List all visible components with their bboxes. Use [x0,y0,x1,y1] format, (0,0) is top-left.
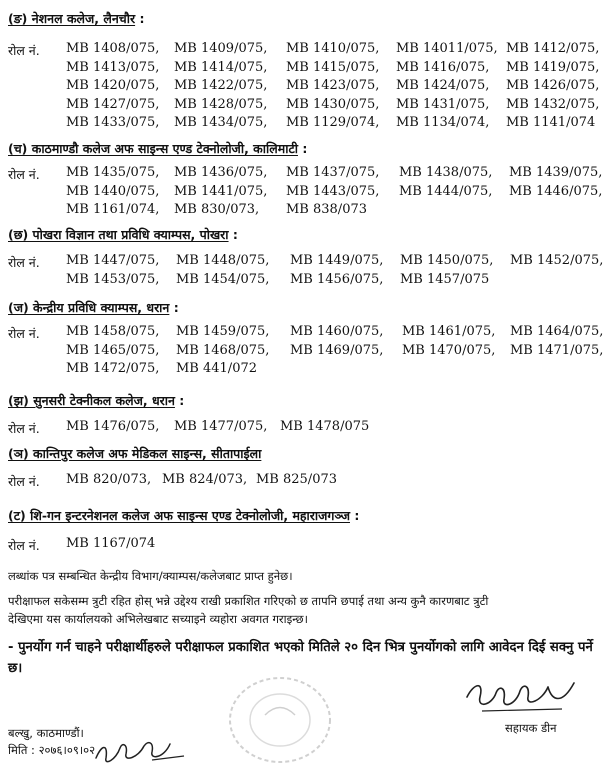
roll-row [66,471,611,490]
roll-number: MB 1464/075, [510,324,604,339]
roll-number: MB 1472/075, [66,361,160,376]
roll-number: MB 1433/075, [66,115,160,130]
roll-row [66,183,611,202]
section-title: (ञ) कान्तिपुर कलेज अफ मेडिकल साइन्स, सीतापाईला [8,446,262,461]
roll-row [66,535,611,554]
roll-number: MB 1167/074 [66,536,156,551]
roll-row [66,252,611,271]
roll-row [66,77,611,96]
roll-number: MB 1469/075, [290,342,384,358]
roll-row [66,96,611,115]
roll-number: MB 1423/075, [286,78,380,93]
roll-number: MB 14011/075, [396,41,498,56]
roll-number: MB 824/073, [162,472,248,487]
roll-number: MB 441/072 [176,361,258,376]
roll-number: MB 1452/075, [510,253,604,268]
roll-number: MB 1461/075, [402,324,496,339]
roll-number: MB 1437/075, [286,165,380,180]
roll-number: MB 1432/075, [506,96,600,112]
office-place: बल्खु, काठमाण्डौं। [8,726,84,740]
roll-number: MB 1415/075, [286,59,380,75]
roll-number: MB 1408/075, [66,41,160,56]
roll-number: MB 1129/074, [286,115,380,130]
roll-number: MB 1444/075, [399,183,493,199]
roll-number: MB 1468/075, [176,342,270,358]
roll-number: MB 838/073 [286,202,368,217]
roll-number: MB 1447/075, [66,253,160,268]
roll-list [66,535,611,554]
dean-signature-icon [462,675,582,720]
roll-number: MB 1134/074, [396,115,490,130]
roll-number: MB 1416/075, [396,59,490,75]
roll-number: MB 1453/075, [66,271,160,287]
roll-number: MB 1428/075, [174,96,268,112]
roll-number: MB 1446/075, [509,183,603,199]
roll-list [66,418,611,437]
roll-list [66,471,611,490]
roll-row [66,59,611,78]
roll-number: MB 1410/075, [286,41,380,56]
roll-number: MB 1409/075, [174,41,268,56]
roll-row [66,40,611,59]
roll-number: MB 1161/074, [66,202,160,217]
roll-number: MB 1450/075, [400,253,494,268]
roll-number: MB 1439/075, [509,165,603,180]
section-title: (ट) शि-गन इन्टरनेशनल कलेज अफ साइन्स एण्ड टेक्नोलोजी, महाराजगञ्ज : [8,508,360,523]
roll-row [66,342,611,361]
roll-number: MB 1440/075, [66,183,160,199]
roll-number: MB 1460/075, [290,324,384,339]
roll-number: MB 1413/075, [66,59,160,75]
roll-number: MB 1476/075, [66,419,160,434]
roll-number: MB 1441/075, [174,183,268,199]
roll-number: MB 1419/075, [506,59,600,75]
roll-number: MB 1459/075, [176,324,270,339]
retotal-note: - पुनर्योग गर्न चाहने परीक्षार्थीहरुले परीक्षाफल प्रकाशित भएको मितिले २० दिन भित्र पुनर्योगको लागि आवेदन दिई सक्नु पर्ने छ। [8,640,593,676]
roll-number: MB 1431/075, [396,96,490,112]
roll-number: MB 1470/075, [402,342,496,358]
roll-label: रोल नं. [8,167,40,182]
roll-number: MB 1430/075, [286,96,380,112]
marksheet-note: लब्धांक पत्र सम्बन्धित केन्द्रीय विभाग/क्याम्पस/कलेजबाट प्राप्त हुनेछ। [8,569,293,583]
roll-number: MB 825/073 [256,472,338,487]
roll-label: रोल नं. [8,43,40,58]
roll-number: MB 830/073, [174,202,260,217]
notice-date: मिति : २०७६।०९।०२ [8,743,96,757]
roll-row [66,271,611,290]
roll-row [66,360,611,379]
roll-list [66,252,611,289]
roll-number: MB 1454/075, [176,271,270,287]
roll-row [66,201,611,220]
office-stamp-icon [215,670,345,770]
roll-number: MB 1426/075, [506,78,600,93]
initials-signature-icon [92,730,187,770]
roll-row [66,114,611,133]
roll-list [66,164,611,220]
roll-number: MB 1449/075, [290,253,384,268]
error-note-line1: परीक्षाफल सकेसम्म त्रुटी रहित होस् भन्ने उद्देश्य राखी प्रकाशित गरिएको छ तापनि छपाई तथा अन्य कुनै कारणबाट त्रुटी [8,594,489,608]
roll-number: MB 1471/075, [510,342,604,358]
roll-number: MB 1477/075, [174,419,268,434]
error-note-line2: देखिएमा यस कार्यालयको अभिलेखबाट सच्याइने व्यहोरा अवगत गराइन्छ। [8,612,308,626]
roll-number: MB 1420/075, [66,78,160,93]
roll-number: MB 1438/075, [399,165,493,180]
roll-number: MB 1427/075, [66,96,160,112]
roll-list [66,323,611,379]
roll-number: MB 1478/075 [280,419,370,434]
roll-number: MB 1434/075, [174,115,268,130]
roll-number: MB 1458/075, [66,324,160,339]
section-title: (ज) केन्द्रीय प्रविधि क्याम्पस, धरान : [8,300,179,315]
roll-number: MB 1435/075, [66,165,160,180]
section-title: (ङ) नेशनल कलेज, लैनचौर : [8,11,145,26]
roll-number: MB 1424/075, [396,78,490,93]
roll-number: MB 1436/075, [174,165,268,180]
roll-number: MB 1457/075 [400,271,490,287]
signatory-title: सहायक डीन [505,721,557,735]
roll-row [66,418,611,437]
roll-number: MB 1412/075, [506,41,600,56]
section-title: (झ) सुनसरी टेक्नीकल कलेज, धरान : [8,393,185,408]
roll-number: MB 1141/074 [506,115,596,130]
roll-row [66,323,611,342]
roll-number: MB 1465/075, [66,342,160,358]
roll-number: MB 1456/075, [290,271,384,287]
roll-row [66,164,611,183]
roll-label: रोल नं. [8,538,40,553]
roll-label: रोल नं. [8,474,40,489]
roll-label: रोल नं. [8,326,40,341]
roll-label: रोल नं. [8,255,40,270]
section-title: (च) काठमाण्डौ कलेज अफ साइन्स एण्ड टेक्नोलोजी, कालिमाटी : [8,141,308,156]
roll-label: रोल नं. [8,421,40,436]
roll-number: MB 820/073, [66,472,152,487]
roll-number: MB 1414/075, [174,59,268,75]
roll-number: MB 1448/075, [176,253,270,268]
roll-number: MB 1422/075, [174,78,268,93]
section-title: (छ) पोखरा विज्ञान तथा प्रविधि क्याम्पस, पोखरा : [8,227,238,242]
roll-number: MB 1443/075, [286,183,380,199]
roll-list [66,40,611,133]
